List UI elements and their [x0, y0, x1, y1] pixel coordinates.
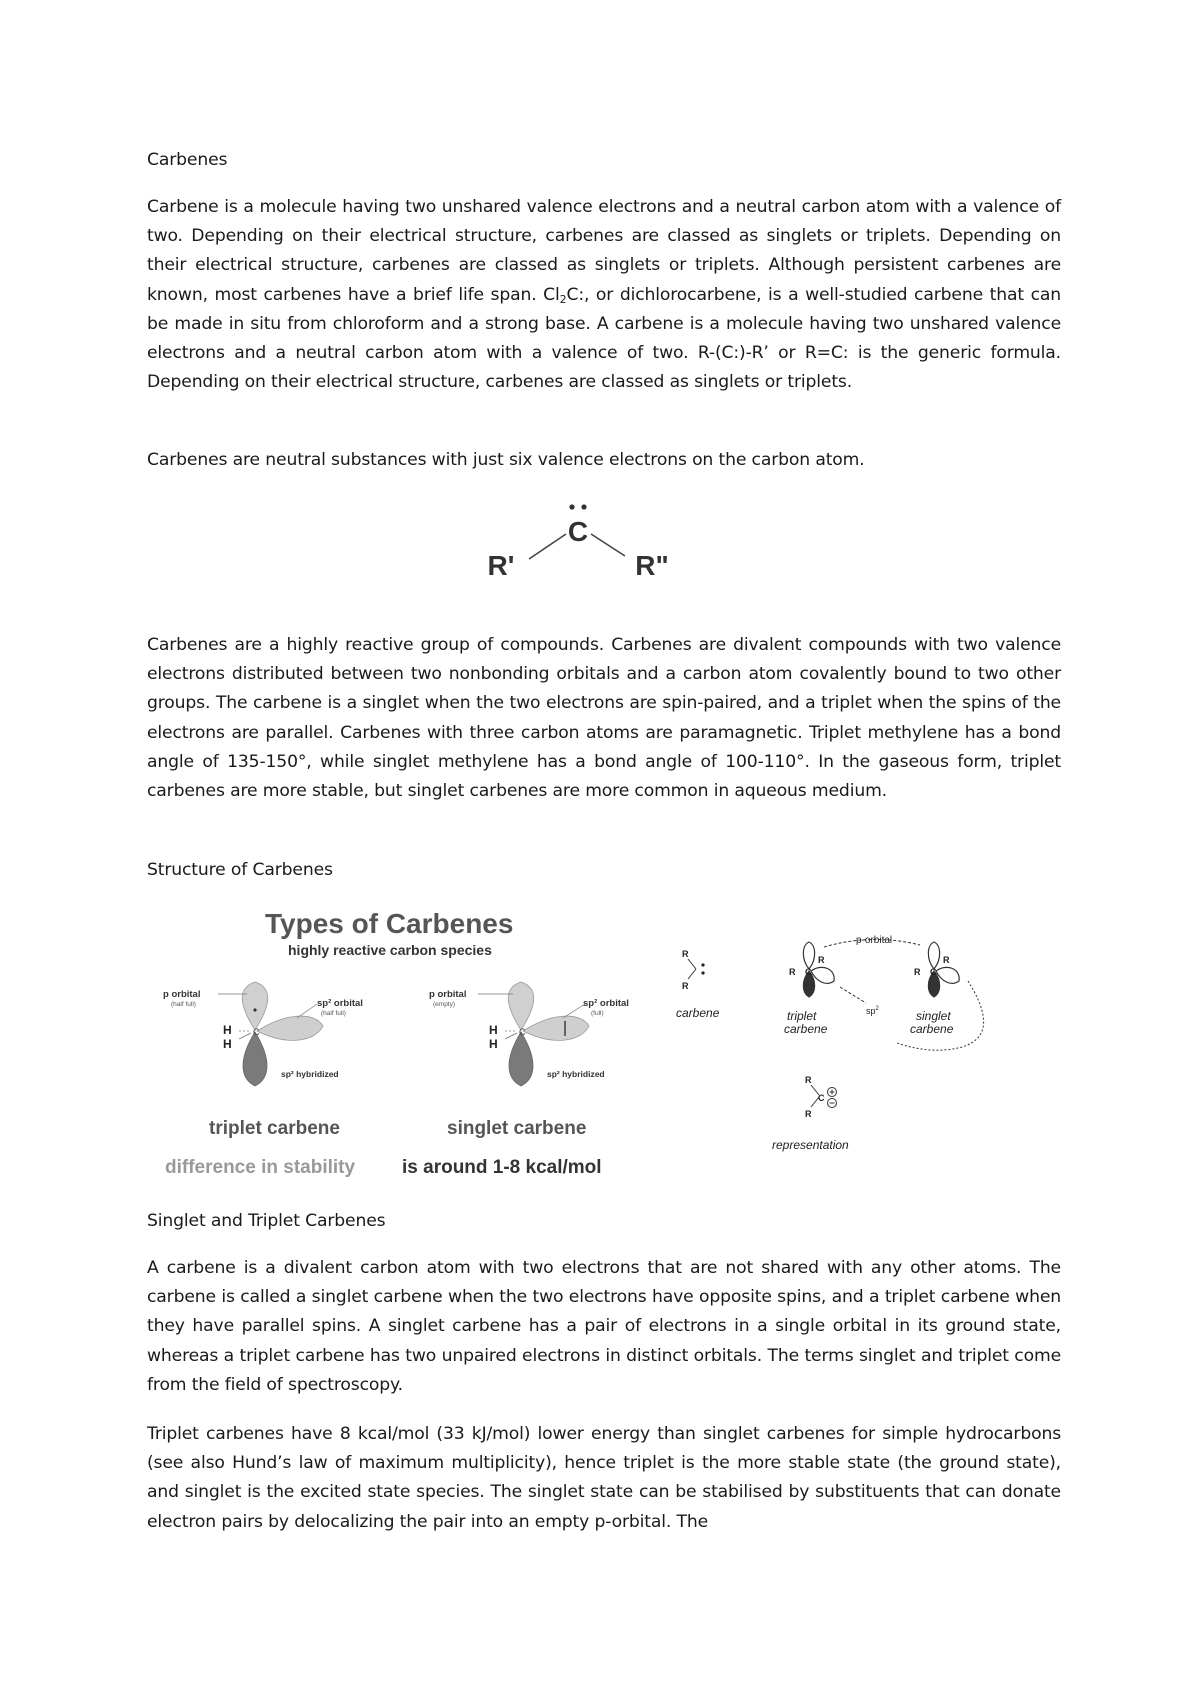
rep-r-top: R [805, 1075, 812, 1085]
singlet-bond-h2 [505, 1033, 517, 1039]
paragraph-reactivity: Carbenes are a highly reactive group of compounds. Carbenes are divalent compounds with two valence electrons distributed between two nonbonding orbitals and a carbon atom covalently bound to two other groups. The carbene is a singlet when the two electrons are spin-paired, and a triplet when the spins of the electrons are parallel. Carbenes with three carbon atoms are paramagnetic. Triplet methylene has a bond angle of 135-150°, while singlet methylene has a bond angle of 100-110°. In the gaseous form, triplet carbenes are more stable, but singlet carbenes are more common in aqueous medium. [147, 635, 1061, 802]
triplet-sketch [784, 942, 834, 1036]
triplet-sketch-c: C [805, 967, 812, 977]
triplet-carbene-label: triplet carbene [209, 1118, 340, 1139]
rep-r-bottom: R [805, 1109, 812, 1119]
singlet-p-orbital-bottom [509, 1032, 533, 1086]
carbene-generic-sketch [676, 949, 720, 1020]
carbene-representation-figure [672, 935, 1002, 1185]
triplet-sketch-r-left: R [789, 967, 796, 977]
triplet-sketch-p-top [803, 942, 814, 969]
representation-sketch [772, 1075, 849, 1152]
sp2-arrow [840, 987, 866, 1003]
stability-difference-part-a: difference in stability [165, 1157, 356, 1178]
carbene-bond-bottom [688, 969, 696, 979]
singlet-carbene-label: singlet carbene [447, 1118, 587, 1139]
paragraph-intro [147, 193, 1061, 397]
triplet-p-orbital-label: p orbital [163, 989, 201, 1000]
bond-left [529, 534, 566, 559]
paragraph-singlet-triplet: A carbene is a divalent carbon atom with two electrons that are not shared with any other atoms. The carbene is called a singlet carbene when the two electrons have opposite spins, and a triplet carbene when they have parallel spins. A singlet carbene has a pair of electrons in a single orbital in its ground state, whereas a triplet carbene has two unpaired electrons in distinct orbitals. The terms singlet and triplet come from the field of spectroscopy. [147, 1258, 1061, 1395]
lone-pair-dot-left [569, 504, 574, 509]
singlet-sketch-r-right: R [943, 955, 950, 965]
carbon-atom-label: C [567, 516, 589, 547]
paragraph-valence: Carbenes are neutral substances with just six valence electrons on the carbon atom. [147, 450, 865, 470]
triplet-sp2-leader [297, 1004, 317, 1018]
singlet-sp2-leader [563, 1004, 585, 1018]
bond-right [591, 534, 625, 556]
triplet-p-orbital-note: (half full) [171, 1001, 196, 1008]
carbene-r-bottom: R [682, 981, 689, 991]
singlet-sp2-label: sp² orbital [583, 998, 629, 1009]
triplet-electron-p [253, 1008, 256, 1011]
types-of-carbenes-figure [147, 900, 667, 1190]
singlet-h-bottom: H [489, 1037, 498, 1051]
triplet-h-bottom: H [223, 1037, 232, 1051]
carbene-sketch-label: carbene [676, 1006, 720, 1020]
carbene-bond-top [688, 959, 696, 969]
singlet-p-orbital-label: p orbital [429, 989, 467, 1000]
carbene-r-top: R [682, 949, 689, 959]
singlet-sketch-label-1: singlet [916, 1009, 951, 1023]
triplet-hybrid-label: sp² hybridized [281, 1069, 339, 1079]
paragraph-intro-part-b: C:, or dichlorocarbene, is a well-studied carbene that can be made in situ from chloroform and a strong base. A carbene is a molecule having two unshared valence electrons and a neutral carbon atom with a valence of two. R-(C:)-R’ or R=C: is the generic formula. Depending on their electrical structure, carbenes are classed as singlets or triplets. [147, 284, 1061, 393]
paragraph-intro-part-a: Carbene is a molecule having two unshared valence electrons and a neutral carbon atom with a valence of two. Depending on their electrical structure, carbenes are classed as singlets or triplets. Depending on their electrical structure, carbenes are classed as singlets or triplets. Although persistent carbenes are known, most carbenes have a brief life span. Cl [147, 197, 1061, 305]
singlet-sketch-r-left: R [914, 967, 921, 977]
types-title: Types of Carbenes [265, 908, 514, 939]
subscript-2: 2 [559, 292, 567, 306]
types-subtitle: highly reactive carbon species [288, 942, 492, 958]
triplet-sketch-r-right: R [818, 955, 825, 965]
singlet-sp2-orbital [523, 1016, 589, 1040]
singlet-p-orbital-top [508, 982, 534, 1030]
singlet-h-top: H [489, 1023, 498, 1037]
lone-pair-dot-right [581, 504, 586, 509]
carbene-dot-1 [701, 963, 704, 966]
singlet-sp2-note: (full) [591, 1010, 604, 1017]
triplet-sketch-label-1: triplet [787, 1009, 817, 1023]
singlet-hybrid-label: sp² hybridized [547, 1069, 605, 1079]
r-double-prime-label: R" [635, 550, 669, 581]
triplet-sp2-note: (half full) [321, 1010, 346, 1017]
singlet-sketch [910, 942, 959, 1036]
p-orbital-small-label: p-orbital [856, 935, 893, 946]
triplet-c: C [253, 1027, 260, 1037]
triplet-p-orbital-top [242, 982, 268, 1030]
representation-label: representation [772, 1138, 849, 1152]
triplet-sketch-label-2: carbene [784, 1022, 828, 1036]
stability-difference-part-b: is around 1-8 kcal/mol [402, 1157, 602, 1178]
document-title: Carbenes [147, 150, 228, 170]
paragraph-energy: Triplet carbenes have 8 kcal/mol (33 kJ/mol) lower energy than singlet carbenes for simple hydrocarbons (see also Hund’s law of maximum multiplicity), hence triplet is the more stable state (the ground state), and singlet is the excited state species. The singlet state can be stabilised by substituents that can donate electron pairs by delocalizing the pair into an empty p-orbital. The [147, 1424, 1061, 1532]
carbene-dot-2 [701, 971, 704, 974]
singlet-sketch-label-2: carbene [910, 1022, 954, 1036]
triplet-bond-h2 [239, 1033, 251, 1039]
singlet-sketch-c: C [930, 967, 937, 977]
triplet-sp2-label: sp² orbital [317, 998, 363, 1009]
r-prime-label: R' [487, 550, 515, 581]
triplet-h-top: H [223, 1023, 232, 1037]
singlet-sketch-p-top [928, 942, 939, 969]
triplet-sp2-orbital [257, 1016, 323, 1040]
carbene-structure-figure [467, 490, 727, 600]
triplet-p-orbital-bottom [243, 1032, 267, 1086]
singlet-p-orbital-note: (empty) [433, 1001, 456, 1008]
sp2-small-label: $sp^2$ [866, 1006, 879, 1016]
singlet-c: C [519, 1027, 526, 1037]
rep-c: C [818, 1093, 825, 1103]
singlet-orbital-diagram [429, 982, 629, 1086]
heading-structure: Structure of Carbenes [147, 860, 333, 880]
triplet-orbital-diagram [163, 982, 363, 1086]
heading-singlet-triplet: Singlet and Triplet Carbenes [147, 1211, 386, 1231]
